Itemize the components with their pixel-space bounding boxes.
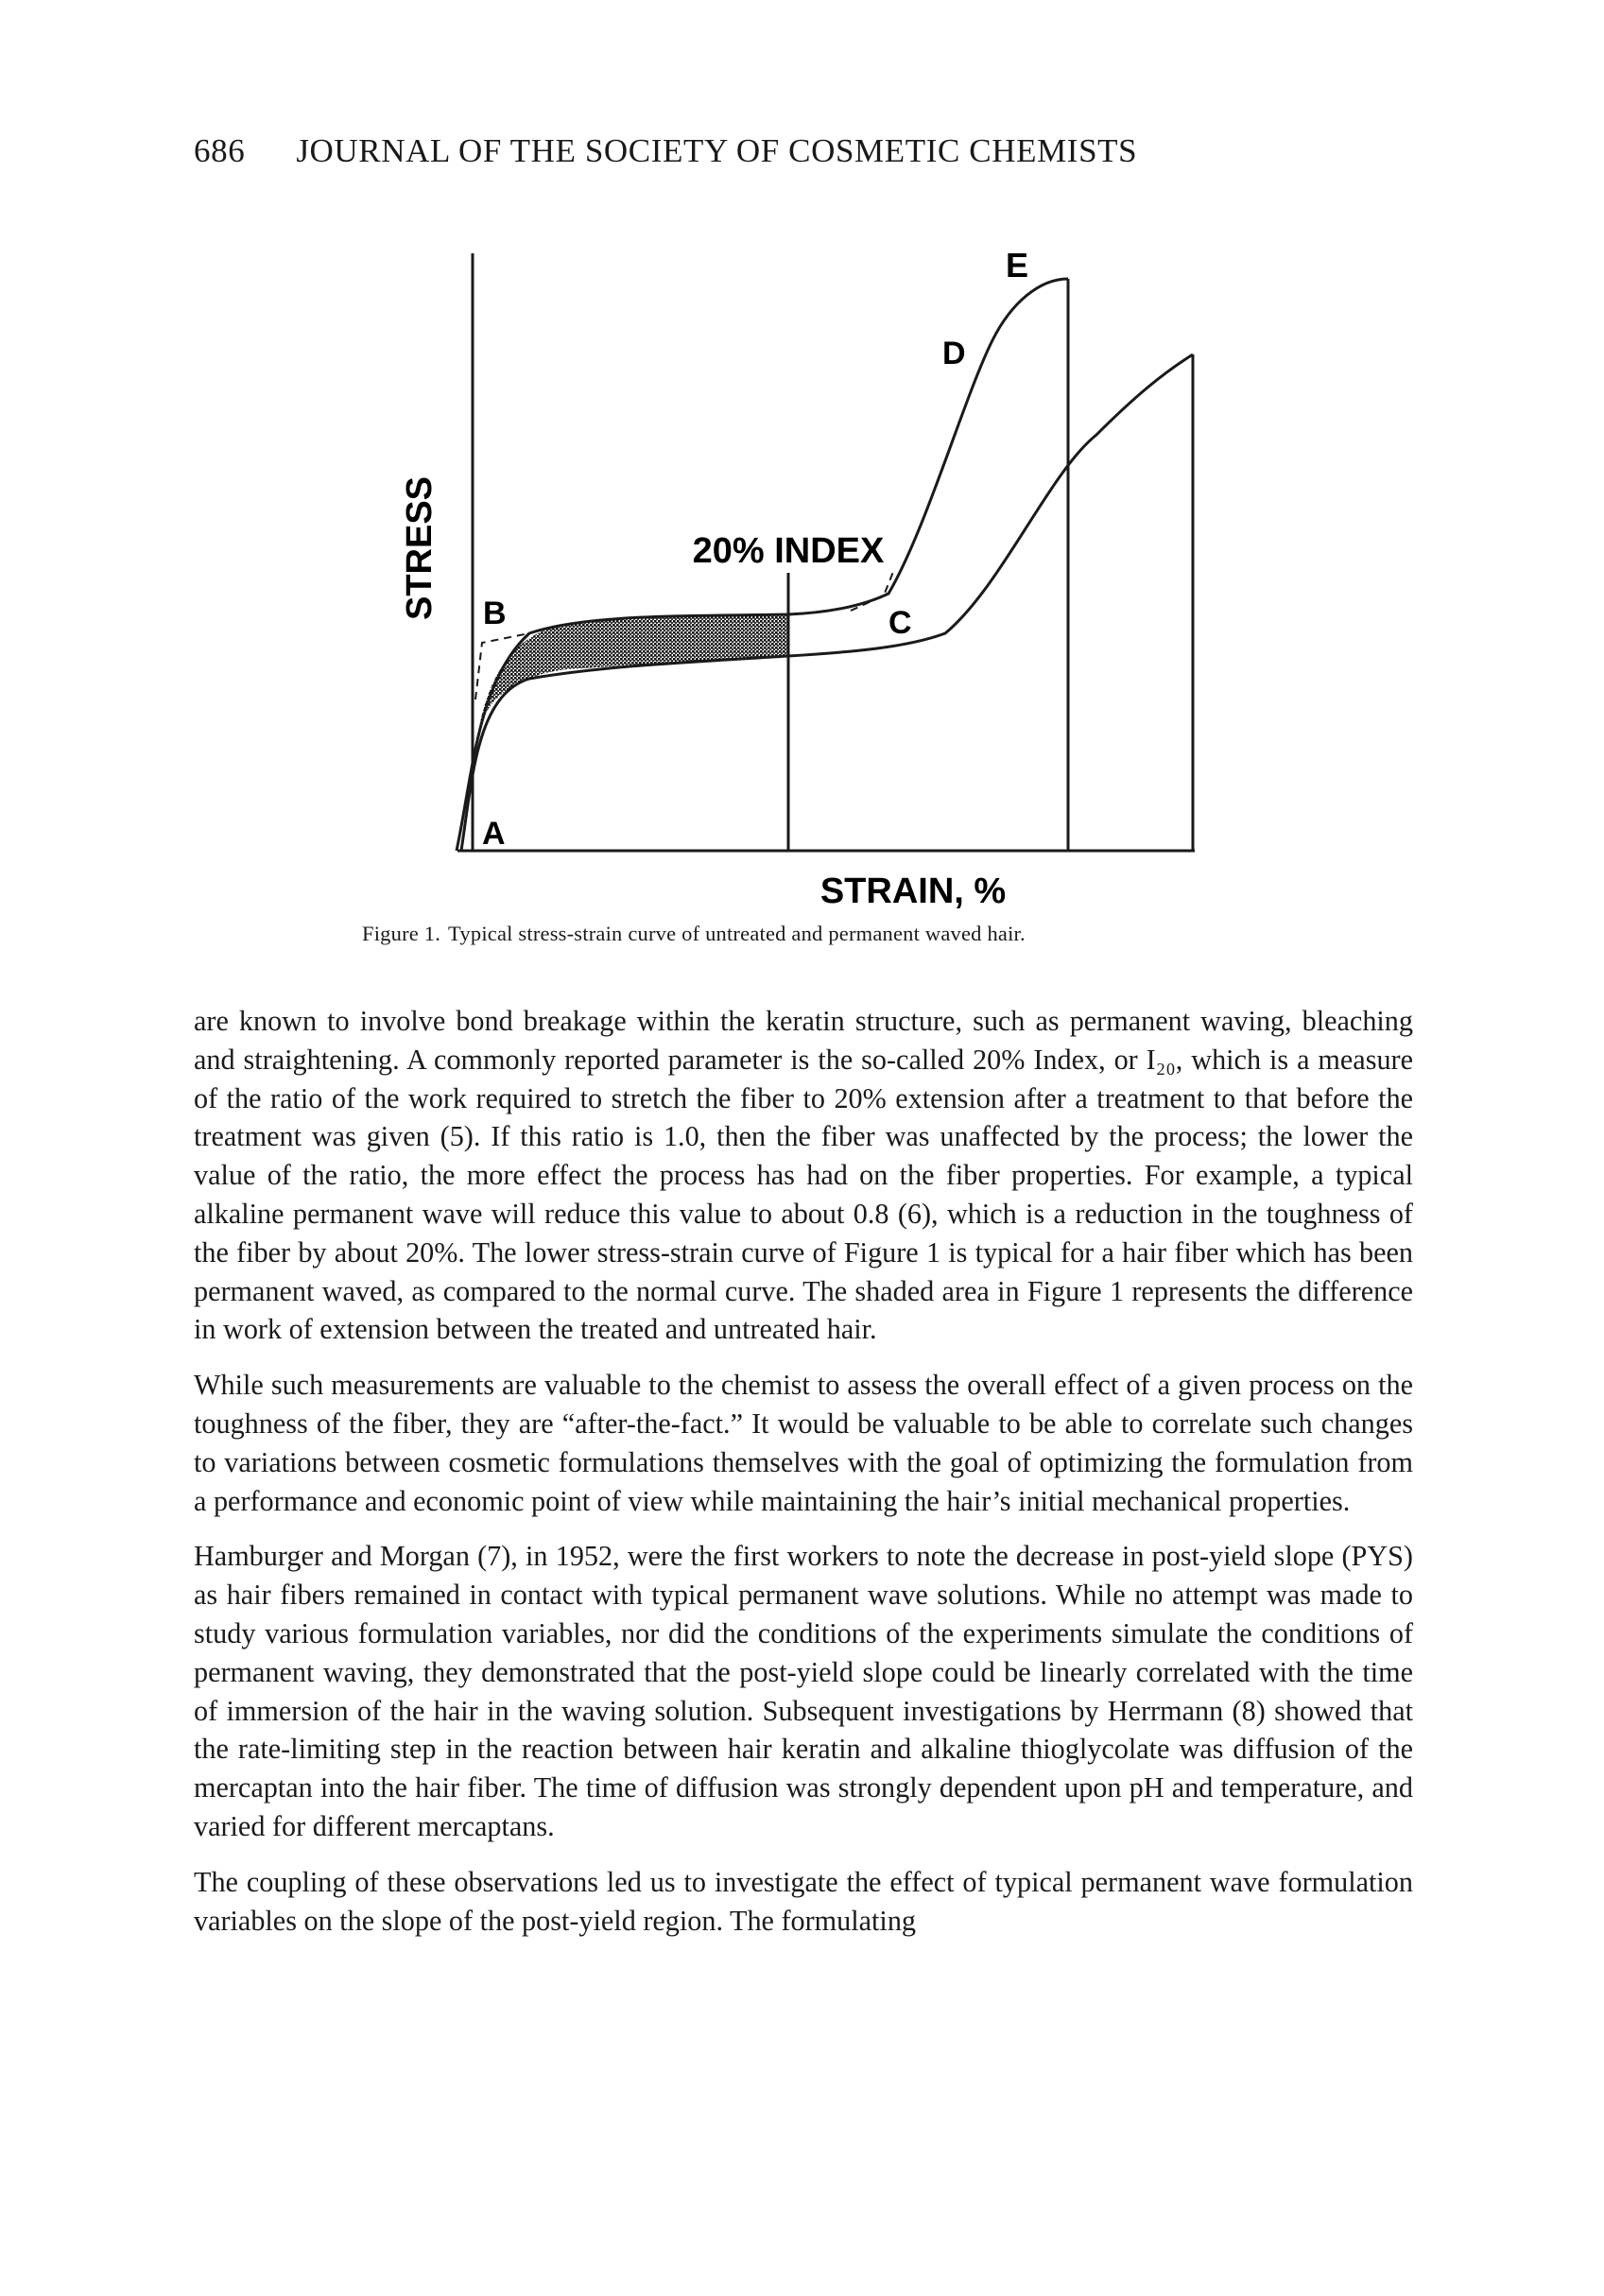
paragraph-4: The coupling of these observations led us to investigate the effect of typical permanent wave formulation variables on the slope of the post-yield region. The formulating <box>194 1865 1413 1937</box>
permanent-waved-curve <box>461 354 1193 851</box>
paragraph-3: Hamburger and Morgan (7), in 1952, were the first workers to note the decrease in post-yield slope (PYS) as hair fibers remained in contact with typical permanent wave solutions. While no attempt was made to study various formulation variables, nor did the conditions of the experiments simulate the conditions of permanent waving, they demonstrated that the post-yield slope could be linearly correlated with the time of immersion of the hair in the waving solution. Subsequent investigations by Herrmann (8) showed that the rate-limiting step in the reaction between hair keratin and alkaline thioglycolate was diffusion of the mercaptan into the hair fiber. The time of diffusion was strongly dependent upon pH and temperature, and varied for different mercaptans. <box>194 1540 1413 1842</box>
figure-caption-text: Typical stress-strain curve of untreated and permanent waved hair. <box>448 922 1026 945</box>
point-label-e: E <box>1006 246 1029 285</box>
x-axis-label: STRAIN, % <box>819 872 1007 911</box>
y-axis-label: STRESS <box>400 475 440 621</box>
paragraph-2: While such measurements are valuable to the chemist to assess the overall effect of a given process on the toughness of the fiber, they are “after-the-fact.” It would be valuable to be able to correlate such changes to variations between cosmetic formulations themselves with the goal of optimizing the formulation from a performance and economic point of view while maintaining the hair’s initial mechanical properties. <box>194 1369 1413 1517</box>
point-label-a: A <box>482 816 506 852</box>
figure-caption <box>362 922 1026 946</box>
page-number: 686 <box>194 132 246 169</box>
journal-title: JOURNAL OF THE SOCIETY OF COSMETIC CHEMISTS <box>296 132 1138 169</box>
shaded-work-difference <box>477 614 788 737</box>
paragraph-1: are known to involve bond breakage within the keratin structure, such as permanent waving, bleaching and straightening. A commonly reported parameter is the so-called 20% Index, or I₂₀, which is a measure of the ratio of the work required to stretch the fiber to 20% extension after a treatment to that before the treatment was given (5). If this ratio is 1.0, then the fiber was unaffected by the process; the lower the value of the ratio, the more effect the process has had on the fiber properties. For example, a typical alkaline permanent wave will reduce this value to about 0.8 (6), which is a reduction in the toughness of the fiber by about 20%. The lower stress-strain curve of Figure 1 is typical for a hair fiber which has been permanent waved, as compared to the normal curve. The shaded area in Figure 1 represents the difference in work of extension between the treated and untreated hair. <box>194 1005 1413 1346</box>
figure-1 <box>0 0 1604 955</box>
point-label-d: D <box>942 336 966 371</box>
index-label: 20% INDEX <box>692 531 885 571</box>
body-text <box>194 1002 1413 1957</box>
stress-strain-chart <box>0 0 1604 955</box>
point-label-b: B <box>483 596 507 631</box>
figure-caption-label: Figure 1. <box>362 922 441 945</box>
point-label-c: C <box>888 605 912 641</box>
